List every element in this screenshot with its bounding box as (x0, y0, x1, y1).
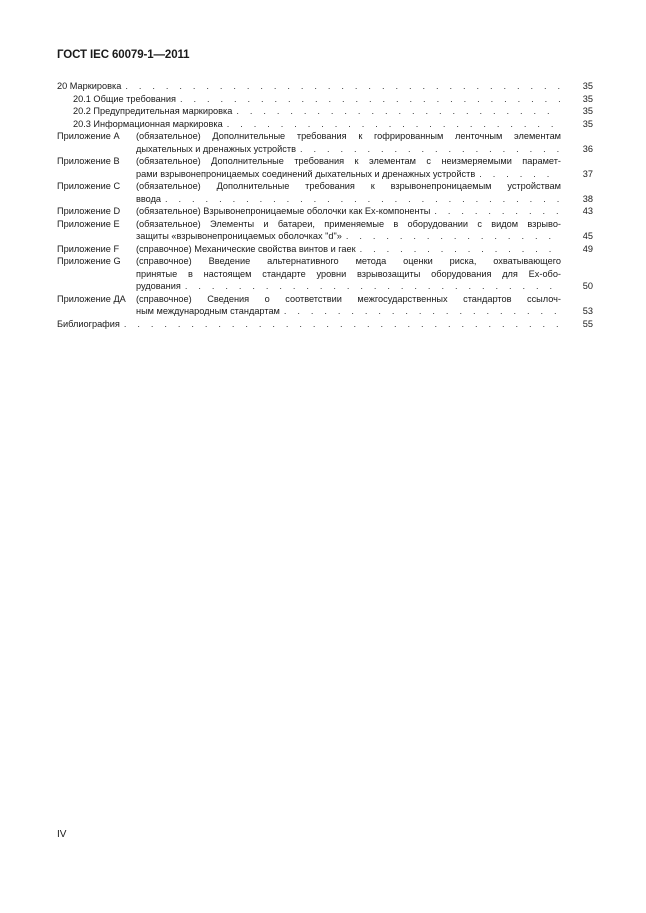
toc-leader-dots (165, 193, 561, 206)
toc-entry-title: 20.3 Информационная маркировка (73, 118, 223, 129)
toc-leader-dots (180, 93, 561, 106)
toc-entry[interactable] (57, 243, 593, 256)
toc-line (57, 93, 593, 106)
toc-page-number: 35 (582, 93, 593, 104)
toc-line (57, 305, 593, 318)
toc-entry-title: (обязательное) Дополнительные требования к взрывонепроницаемым устройствам (136, 181, 561, 191)
toc-entry-title: Библиография (57, 318, 120, 329)
toc-line (57, 80, 593, 93)
toc-entry-title: (обязательное) Элементы и батареи, применяемые в оборудовании с видом взрыво- (136, 218, 561, 229)
toc-leader-dots (284, 305, 561, 318)
toc-page-number: 45 (582, 231, 593, 241)
toc-entry[interactable] (57, 155, 593, 180)
toc-line (57, 155, 593, 168)
toc-line (57, 255, 593, 268)
toc-entry-title: рами взрывонепроницаемых соединений дыхательных и дренажных устройств (136, 168, 476, 179)
toc-entry-title: (справочное) Введение альтернативного метода оценки риска, охватывающего (136, 256, 561, 266)
toc-page-number: 43 (582, 206, 593, 216)
toc-page-number: 55 (582, 318, 593, 329)
toc-line (57, 318, 593, 331)
toc-entry[interactable] (57, 118, 593, 131)
page-number: IV (57, 829, 67, 840)
toc-entry-title: (справочное) Сведения о соответствии межгосударственных стандартов ссылоч- (136, 293, 561, 304)
toc-page-number: 37 (582, 168, 593, 179)
toc-page-number: 35 (582, 81, 593, 91)
toc-entry[interactable] (57, 105, 593, 118)
toc-page-number: 53 (582, 306, 593, 316)
toc-entry[interactable] (57, 130, 593, 155)
standard-header: ГОСТ IEC 60079-1—2011 (57, 49, 190, 61)
toc-leader-dots (227, 118, 561, 131)
toc-page-number: 49 (582, 243, 593, 254)
toc-appendix-label: Приложение С (57, 181, 121, 191)
toc-page-number: 35 (582, 118, 593, 129)
toc-leader-dots (346, 230, 561, 243)
toc-entry-title: ввода (136, 193, 162, 204)
toc-appendix-label: Приложение В (57, 156, 120, 166)
toc-leader-dots (236, 105, 561, 118)
toc-leader-dots (125, 80, 561, 93)
toc-entry[interactable] (57, 205, 593, 218)
toc-line (57, 280, 593, 293)
toc-line (57, 218, 593, 231)
toc-page-number: 38 (582, 193, 593, 204)
toc-entry-title: (обязательное) Дополнительные требования к гофрированным ленточным элементам (136, 131, 561, 141)
toc-page-number: 50 (582, 281, 593, 291)
toc-appendix-label: Приложение G (57, 256, 121, 266)
toc-entry[interactable] (57, 180, 593, 205)
toc-entry-title: 20.2 Предупредительная маркировка (73, 106, 233, 116)
toc-leader-dots (185, 280, 561, 293)
toc-appendix-label: Приложение D (57, 206, 121, 216)
toc-entry-title: рудования (136, 281, 181, 291)
toc-entry[interactable] (57, 255, 593, 293)
table-of-contents (57, 80, 593, 330)
toc-line (57, 180, 593, 193)
toc-entry[interactable] (57, 318, 593, 331)
toc-entry-title: ным международным стандартам (136, 306, 280, 316)
toc-line (57, 168, 593, 181)
toc-appendix-label: Приложение Е (57, 218, 120, 229)
toc-entry-title: (обязательное) Дополнительные требования к элементам с неизмеряемыми парамет- (136, 156, 561, 166)
toc-leader-dots (479, 168, 561, 181)
toc-leader-dots (434, 205, 561, 218)
toc-entry-title: принятые в настоящем стандарте уровни взрывозащиты оборудования для Ех-обо- (136, 268, 561, 279)
toc-entry-title: дыхательных и дренажных устройств (136, 143, 296, 154)
toc-entry[interactable] (57, 80, 593, 93)
toc-line (57, 243, 593, 256)
toc-leader-dots (360, 243, 561, 256)
toc-leader-dots (124, 318, 561, 331)
toc-line (57, 193, 593, 206)
toc-line (57, 130, 593, 143)
toc-line (57, 118, 593, 131)
toc-page-number: 36 (582, 143, 593, 154)
toc-entry-title: защиты «взрывонепроницаемых оболочках "d"» (136, 231, 342, 241)
toc-entry[interactable] (57, 293, 593, 318)
toc-line (57, 268, 593, 281)
toc-entry-title: 20 Маркировка (57, 81, 122, 91)
toc-line (57, 293, 593, 306)
toc-appendix-label: Приложение F (57, 243, 120, 254)
toc-appendix-label: Приложение ДА (57, 293, 126, 304)
toc-entry[interactable] (57, 93, 593, 106)
toc-line (57, 143, 593, 156)
toc-entry-title: (справочное) Механические свойства винтов и гаек (136, 243, 356, 254)
toc-leader-dots (300, 143, 561, 156)
toc-entry-title: 20.1 Общие требования (73, 93, 176, 104)
toc-appendix-label: Приложение А (57, 131, 120, 141)
toc-entry[interactable] (57, 218, 593, 243)
toc-line (57, 105, 593, 118)
toc-entry-title: (обязательное) Взрывонепроницаемые оболочки как Ех-компоненты (136, 206, 431, 216)
toc-line (57, 230, 593, 243)
toc-line (57, 205, 593, 218)
toc-page-number: 35 (582, 106, 593, 116)
